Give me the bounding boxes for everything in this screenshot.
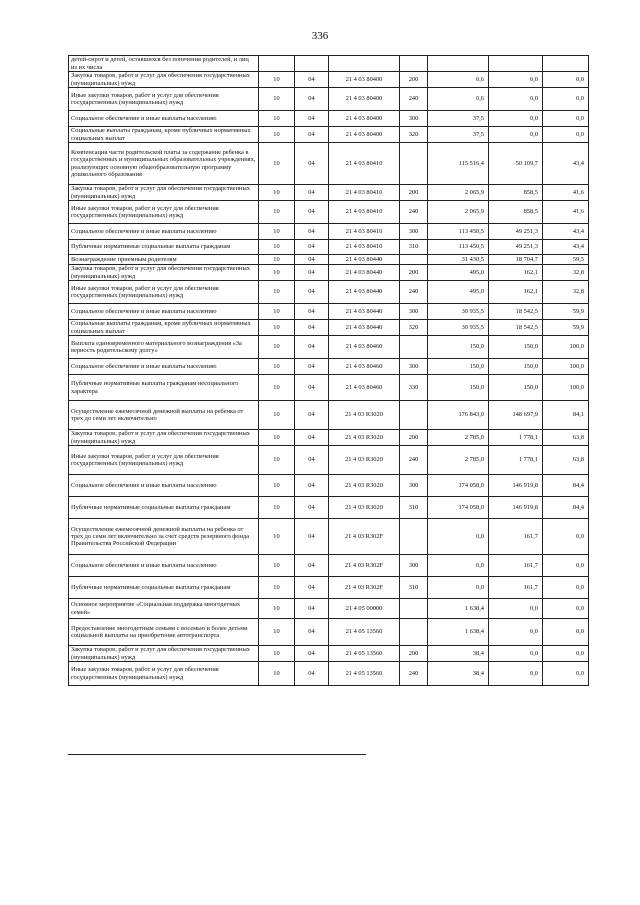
cell-section: 10 <box>259 304 295 320</box>
cell-subsection <box>295 56 329 72</box>
cell-percent: 84,4 <box>543 497 589 519</box>
cell-percent: 0,0 <box>543 519 589 555</box>
cell-approved: 2 065,9 <box>428 185 489 201</box>
cell-expense-type <box>400 255 428 265</box>
cell-expense-type <box>400 56 428 72</box>
cell-name: Социальное обеспечение и иные выплаты населению <box>69 555 259 577</box>
cell-name: Основное мероприятие «Социальная поддержка многодетных семей» <box>69 599 259 619</box>
cell-name: Осуществление ежемесячной денежной выплаты на ребенка от трех до семи лет включительно <box>69 401 259 430</box>
cell-expense-type: 200 <box>400 185 428 201</box>
cell-subsection: 04 <box>295 577 329 599</box>
cell-target-article: 21 4 03 R302F <box>329 555 400 577</box>
table-row <box>69 430 589 446</box>
cell-subsection: 04 <box>295 359 329 375</box>
cell-approved: 30 935,5 <box>428 320 489 336</box>
cell-executed: 161,7 <box>489 519 543 555</box>
cell-approved: 174 058,0 <box>428 497 489 519</box>
cell-target-article: 21 4 03 80410 <box>329 143 400 185</box>
cell-expense-type: 300 <box>400 555 428 577</box>
cell-percent: 0,0 <box>543 577 589 599</box>
cell-approved: 37,5 <box>428 127 489 143</box>
cell-executed: 18 542,5 <box>489 304 543 320</box>
table-row <box>69 662 589 686</box>
cell-percent: 41,6 <box>543 201 589 224</box>
cell-executed: 49 251,3 <box>489 224 543 240</box>
cell-executed: 0,0 <box>489 72 543 88</box>
cell-percent: 0,0 <box>543 111 589 127</box>
cell-approved <box>428 56 489 72</box>
cell-name: Социальное обеспечение и иные выплаты населению <box>69 475 259 497</box>
cell-section: 10 <box>259 662 295 686</box>
cell-target-article: 21 4 03 80440 <box>329 281 400 304</box>
cell-percent: 32,8 <box>543 281 589 304</box>
cell-subsection: 04 <box>295 72 329 88</box>
cell-target-article: 21 4 03 80460 <box>329 359 400 375</box>
cell-section: 10 <box>259 255 295 265</box>
cell-percent: 0,0 <box>543 127 589 143</box>
cell-approved: 495,0 <box>428 281 489 304</box>
cell-name: Иные закупки товаров, работ и услуг для обеспечения государственных (муниципальных) нужд <box>69 662 259 686</box>
cell-subsection: 04 <box>295 201 329 224</box>
cell-expense-type <box>400 336 428 359</box>
cell-expense-type: 240 <box>400 662 428 686</box>
cell-name: Иные закупки товаров, работ и услуг для обеспечения государственных (муниципальных) нужд <box>69 88 259 111</box>
cell-name: Закупка товаров, работ и услуг для обеспечения государственных (муниципальных) нужд <box>69 265 259 281</box>
cell-approved: 150,0 <box>428 336 489 359</box>
table-row <box>69 519 589 555</box>
cell-expense-type: 240 <box>400 88 428 111</box>
cell-executed: 0,0 <box>489 646 543 662</box>
cell-percent: 0,0 <box>543 72 589 88</box>
cell-name: Иные закупки товаров, работ и услуг для обеспечения государственных (муниципальных) нужд <box>69 281 259 304</box>
cell-section: 10 <box>259 475 295 497</box>
cell-section: 10 <box>259 72 295 88</box>
cell-expense-type: 300 <box>400 475 428 497</box>
cell-subsection: 04 <box>295 240 329 255</box>
cell-section: 10 <box>259 320 295 336</box>
table-row <box>69 646 589 662</box>
cell-approved: 38,4 <box>428 662 489 686</box>
cell-expense-type: 200 <box>400 265 428 281</box>
cell-expense-type: 300 <box>400 224 428 240</box>
cell-percent: 43,4 <box>543 143 589 185</box>
cell-approved: 0,6 <box>428 88 489 111</box>
cell-section: 10 <box>259 265 295 281</box>
cell-target-article: 21 4 03 R3020 <box>329 430 400 446</box>
cell-executed <box>489 56 543 72</box>
table-row <box>69 375 589 401</box>
cell-executed: 0,0 <box>489 127 543 143</box>
table-row <box>69 88 589 111</box>
table-row <box>69 619 589 646</box>
table-row <box>69 320 589 336</box>
cell-executed: 858,5 <box>489 185 543 201</box>
cell-target-article: 21 4 03 80400 <box>329 72 400 88</box>
cell-target-article: 21 4 05 13560 <box>329 662 400 686</box>
cell-approved: 113 450,5 <box>428 224 489 240</box>
cell-percent: 100,0 <box>543 359 589 375</box>
cell-percent: 0,0 <box>543 88 589 111</box>
cell-section: 10 <box>259 111 295 127</box>
cell-executed: 18 542,5 <box>489 320 543 336</box>
cell-expense-type: 200 <box>400 72 428 88</box>
cell-subsection: 04 <box>295 255 329 265</box>
cell-name: Социальное обеспечение и иные выплаты населению <box>69 304 259 320</box>
cell-name: Закупка товаров, работ и услуг для обеспечения государственных (муниципальных) нужд <box>69 185 259 201</box>
cell-executed: 146 919,8 <box>489 475 543 497</box>
cell-subsection: 04 <box>295 646 329 662</box>
cell-section: 10 <box>259 497 295 519</box>
cell-subsection: 04 <box>295 185 329 201</box>
cell-subsection: 04 <box>295 599 329 619</box>
cell-subsection: 04 <box>295 143 329 185</box>
cell-expense-type: 310 <box>400 577 428 599</box>
cell-subsection: 04 <box>295 475 329 497</box>
cell-approved: 0,0 <box>428 555 489 577</box>
cell-expense-type: 300 <box>400 304 428 320</box>
cell-approved: 2 785,0 <box>428 430 489 446</box>
cell-expense-type <box>400 619 428 646</box>
cell-target-article: 21 4 03 R3020 <box>329 475 400 497</box>
cell-executed: 858,5 <box>489 201 543 224</box>
cell-executed: 150,0 <box>489 375 543 401</box>
cell-percent: 0,0 <box>543 619 589 646</box>
cell-executed: 49 251,3 <box>489 240 543 255</box>
cell-percent: 0,0 <box>543 662 589 686</box>
cell-name: Социальные выплаты гражданам, кроме публичных нормативных социальных выплат <box>69 127 259 143</box>
cell-expense-type: 300 <box>400 359 428 375</box>
budget-table <box>68 55 589 686</box>
cell-expense-type: 310 <box>400 240 428 255</box>
table-row <box>69 497 589 519</box>
cell-approved: 37,5 <box>428 111 489 127</box>
table-row <box>69 577 589 599</box>
cell-target-article: 21 4 03 R3020 <box>329 446 400 475</box>
cell-subsection: 04 <box>295 224 329 240</box>
cell-section: 10 <box>259 375 295 401</box>
cell-approved: 2 785,0 <box>428 446 489 475</box>
cell-section: 10 <box>259 401 295 430</box>
cell-expense-type: 310 <box>400 497 428 519</box>
cell-name: Публичные нормативные социальные выплаты гражданам <box>69 577 259 599</box>
cell-subsection: 04 <box>295 375 329 401</box>
cell-section: 10 <box>259 201 295 224</box>
table-row <box>69 240 589 255</box>
table-row <box>69 201 589 224</box>
cell-executed: 0,0 <box>489 599 543 619</box>
cell-approved: 1 638,4 <box>428 619 489 646</box>
cell-expense-type: 240 <box>400 201 428 224</box>
cell-target-article: 21 4 03 80410 <box>329 201 400 224</box>
cell-name: Закупка товаров, работ и услуг для обеспечения государственных (муниципальных) нужд <box>69 72 259 88</box>
cell-percent: 63,8 <box>543 430 589 446</box>
cell-percent: 59,9 <box>543 304 589 320</box>
cell-expense-type <box>400 143 428 185</box>
cell-name: Публичные нормативные выплаты гражданам несоциального характера <box>69 375 259 401</box>
cell-target-article: 21 4 03 80410 <box>329 224 400 240</box>
cell-target-article <box>329 56 400 72</box>
cell-expense-type: 300 <box>400 111 428 127</box>
cell-expense-type <box>400 599 428 619</box>
cell-percent: 84,1 <box>543 401 589 430</box>
cell-section: 10 <box>259 281 295 304</box>
cell-subsection: 04 <box>295 619 329 646</box>
cell-target-article: 21 4 03 R302F <box>329 577 400 599</box>
cell-executed: 0,0 <box>489 619 543 646</box>
cell-name: Выплата единовременного материального вознаграждения «За верность родительскому долгу» <box>69 336 259 359</box>
cell-approved: 150,0 <box>428 359 489 375</box>
cell-percent: 41,6 <box>543 185 589 201</box>
cell-percent: 32,8 <box>543 265 589 281</box>
cell-expense-type: 240 <box>400 446 428 475</box>
cell-target-article: 21 4 03 80410 <box>329 240 400 255</box>
cell-approved: 0,0 <box>428 577 489 599</box>
cell-percent <box>543 56 589 72</box>
cell-approved: 113 450,5 <box>428 240 489 255</box>
cell-name: Закупка товаров, работ и услуг для обеспечения государственных (муниципальных) нужд <box>69 646 259 662</box>
cell-approved: 31 430,5 <box>428 255 489 265</box>
cell-executed: 50 109,7 <box>489 143 543 185</box>
cell-name: Компенсация части родительской платы за содержание ребенка в государственных и муниципальных образовательных учреждениях, реализующих основную общеобразовательную программу дошкольного образования <box>69 143 259 185</box>
cell-subsection: 04 <box>295 336 329 359</box>
cell-name: Закупка товаров, работ и услуг для обеспечения государственных (муниципальных) нужд <box>69 430 259 446</box>
cell-section: 10 <box>259 446 295 475</box>
cell-name: Вознаграждение приемным родителям <box>69 255 259 265</box>
cell-target-article: 21 4 05 00000 <box>329 599 400 619</box>
cell-name: Предоставление многодетным семьям с восемью и более детьми социальной выплаты на приобретение автотранспорта <box>69 619 259 646</box>
cell-target-article: 21 4 03 80400 <box>329 88 400 111</box>
cell-executed: 161,7 <box>489 577 543 599</box>
cell-target-article: 21 4 03 80440 <box>329 255 400 265</box>
cell-section: 10 <box>259 88 295 111</box>
cell-expense-type: 320 <box>400 320 428 336</box>
cell-percent: 59,5 <box>543 255 589 265</box>
cell-name: Публичные нормативные социальные выплаты гражданам <box>69 497 259 519</box>
cell-subsection: 04 <box>295 127 329 143</box>
cell-target-article: 21 4 03 80410 <box>329 185 400 201</box>
cell-section: 10 <box>259 224 295 240</box>
cell-section: 10 <box>259 336 295 359</box>
table-row <box>69 304 589 320</box>
cell-approved: 174 058,0 <box>428 475 489 497</box>
cell-subsection: 04 <box>295 662 329 686</box>
table-row <box>69 475 589 497</box>
cell-section: 10 <box>259 185 295 201</box>
cell-target-article: 21 4 03 R3020 <box>329 401 400 430</box>
cell-target-article: 21 4 03 80460 <box>329 336 400 359</box>
table-row <box>69 72 589 88</box>
cell-subsection: 04 <box>295 555 329 577</box>
cell-name: Иные закупки товаров, работ и услуг для обеспечения государственных (муниципальных) нужд <box>69 446 259 475</box>
table-row <box>69 224 589 240</box>
cell-target-article: 21 4 03 80440 <box>329 320 400 336</box>
cell-subsection: 04 <box>295 265 329 281</box>
cell-section <box>259 56 295 72</box>
cell-approved: 115 516,4 <box>428 143 489 185</box>
cell-section: 10 <box>259 599 295 619</box>
cell-target-article: 21 4 03 R302F <box>329 519 400 555</box>
cell-approved: 176 843,0 <box>428 401 489 430</box>
cell-executed: 1 778,1 <box>489 430 543 446</box>
cell-section: 10 <box>259 577 295 599</box>
cell-expense-type <box>400 519 428 555</box>
table-row <box>69 401 589 430</box>
cell-percent: 0,0 <box>543 599 589 619</box>
cell-subsection: 04 <box>295 320 329 336</box>
table-row <box>69 446 589 475</box>
cell-target-article: 21 4 05 13560 <box>329 646 400 662</box>
table-row <box>69 599 589 619</box>
cell-approved: 1 638,4 <box>428 599 489 619</box>
cell-percent: 43,4 <box>543 240 589 255</box>
cell-target-article: 21 4 03 80440 <box>329 265 400 281</box>
cell-subsection: 04 <box>295 304 329 320</box>
cell-executed: 162,1 <box>489 265 543 281</box>
page-number: 336 <box>311 30 329 42</box>
cell-subsection: 04 <box>295 430 329 446</box>
cell-expense-type: 240 <box>400 281 428 304</box>
cell-name: Социальное обеспечение и иные выплаты населению <box>69 111 259 127</box>
table-row <box>69 127 589 143</box>
cell-name: Социальное обеспечение и иные выплаты населению <box>69 359 259 375</box>
cell-expense-type: 200 <box>400 430 428 446</box>
cell-percent: 100,0 <box>543 336 589 359</box>
table-row <box>69 185 589 201</box>
cell-percent: 0,0 <box>543 646 589 662</box>
cell-executed: 1 778,1 <box>489 446 543 475</box>
cell-target-article: 21 4 03 80440 <box>329 304 400 320</box>
cell-expense-type: 330 <box>400 375 428 401</box>
cell-section: 10 <box>259 430 295 446</box>
table-row <box>69 56 589 72</box>
table-row <box>69 336 589 359</box>
cell-subsection: 04 <box>295 281 329 304</box>
cell-executed: 150,0 <box>489 336 543 359</box>
cell-name: Социальные выплаты гражданам, кроме публичных нормативных социальных выплат <box>69 320 259 336</box>
cell-target-article: 21 4 03 80400 <box>329 111 400 127</box>
cell-executed: 162,1 <box>489 281 543 304</box>
cell-executed: 18 704,7 <box>489 255 543 265</box>
cell-percent: 84,4 <box>543 475 589 497</box>
cell-approved: 38,4 <box>428 646 489 662</box>
table-row <box>69 359 589 375</box>
cell-name: Публичные нормативные социальные выплаты гражданам <box>69 240 259 255</box>
table-row <box>69 143 589 185</box>
cell-approved: 30 935,5 <box>428 304 489 320</box>
cell-percent: 0,0 <box>543 555 589 577</box>
table-row <box>69 265 589 281</box>
cell-section: 10 <box>259 555 295 577</box>
table-body <box>69 56 589 686</box>
cell-approved: 150,0 <box>428 375 489 401</box>
cell-name: Социальное обеспечение и иные выплаты населению <box>69 224 259 240</box>
cell-target-article: 21 4 03 80400 <box>329 127 400 143</box>
table-row <box>69 555 589 577</box>
cell-percent: 100,0 <box>543 375 589 401</box>
table-row <box>69 255 589 265</box>
cell-section: 10 <box>259 143 295 185</box>
cell-executed: 161,7 <box>489 555 543 577</box>
cell-executed: 150,0 <box>489 359 543 375</box>
cell-approved: 495,0 <box>428 265 489 281</box>
footnote-rule <box>68 754 366 755</box>
cell-expense-type: 200 <box>400 646 428 662</box>
cell-subsection: 04 <box>295 88 329 111</box>
cell-percent: 59,9 <box>543 320 589 336</box>
cell-subsection: 04 <box>295 497 329 519</box>
cell-expense-type: 320 <box>400 127 428 143</box>
cell-executed: 0,0 <box>489 88 543 111</box>
cell-name: Иные закупки товаров, работ и услуг для обеспечения государственных (муниципальных) нужд <box>69 201 259 224</box>
cell-name: Осуществление ежемесячной денежной выплаты на ребенка от трех до семи лет включительно за счет средств резервного фонда Правительства Российской Федерации <box>69 519 259 555</box>
cell-section: 10 <box>259 240 295 255</box>
cell-subsection: 04 <box>295 401 329 430</box>
cell-percent: 63,8 <box>543 446 589 475</box>
cell-target-article: 21 4 03 R3020 <box>329 497 400 519</box>
cell-section: 10 <box>259 646 295 662</box>
cell-executed: 148 697,9 <box>489 401 543 430</box>
cell-approved: 0,6 <box>428 72 489 88</box>
cell-approved: 2 065,9 <box>428 201 489 224</box>
cell-section: 10 <box>259 519 295 555</box>
cell-expense-type <box>400 401 428 430</box>
cell-subsection: 04 <box>295 519 329 555</box>
cell-target-article: 21 4 05 13560 <box>329 619 400 646</box>
table-row <box>69 281 589 304</box>
cell-executed: 146 919,8 <box>489 497 543 519</box>
cell-target-article: 21 4 03 80460 <box>329 375 400 401</box>
cell-section: 10 <box>259 619 295 646</box>
cell-subsection: 04 <box>295 446 329 475</box>
cell-section: 10 <box>259 127 295 143</box>
cell-approved: 0,0 <box>428 519 489 555</box>
cell-percent: 43,4 <box>543 224 589 240</box>
table-row <box>69 111 589 127</box>
cell-subsection: 04 <box>295 111 329 127</box>
cell-name: детей-сирот и детей, оставшихся без попечения родителей, и лиц из их числа <box>69 56 259 72</box>
cell-executed: 0,0 <box>489 662 543 686</box>
cell-section: 10 <box>259 359 295 375</box>
cell-executed: 0,0 <box>489 111 543 127</box>
